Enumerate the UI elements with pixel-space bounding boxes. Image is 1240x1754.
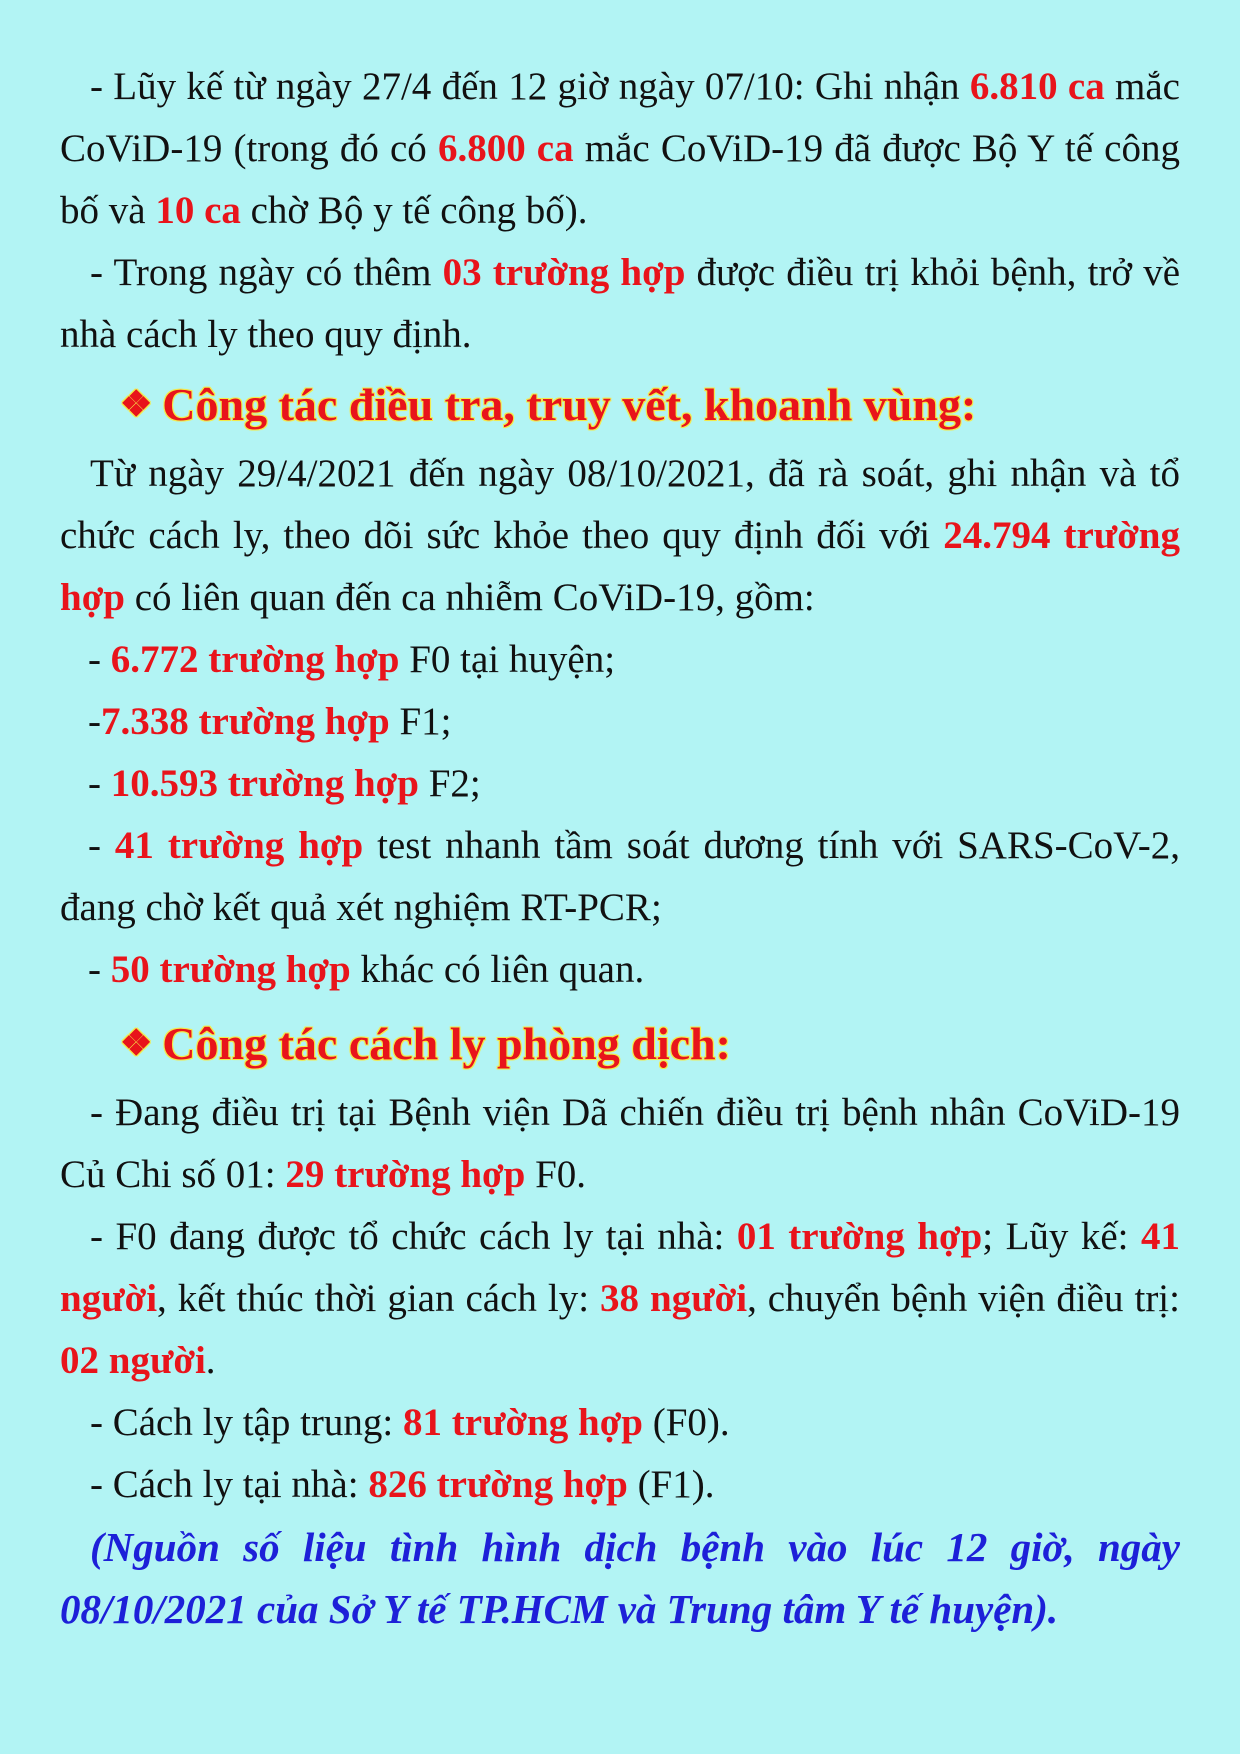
list-item-text: F1; [389,700,452,743]
text-segment: chờ Bộ y tế công bố). [240,189,588,232]
list-item-text: test nhanh tầm soát dương tính với SARS-CoV-2, đang chờ kết quả xét nghiệm RT-PCR; [60,824,1180,929]
highlight-field-hospital: 29 trường hợp [285,1153,526,1196]
centralized-isolation-paragraph [60,1392,1180,1454]
highlight-recovered: 03 trường hợp [442,251,686,294]
field-hospital-paragraph [60,1082,1180,1206]
list-item-count: 6.772 trường hợp [110,638,400,681]
text-segment: - Đang điều trị tại Bệnh viện Dã chiến điều trị bệnh nhân CoViD-19 Củ Chi số 01: [60,1091,1180,1196]
highlight-total-cases: 6.810 ca [969,65,1105,108]
list-item-text: khác có liên quan. [350,948,645,991]
highlight-completed-isolation: 38 người [600,1277,748,1320]
highlight-transferred-hospital: 02 người [60,1339,206,1382]
investigation-intro [60,443,1180,629]
list-dash: - [88,762,111,805]
list-item-other [60,939,1180,1001]
highlight-total-traced: 24.794 trường hợp [60,514,1180,619]
diamond-bullet-icon: ❖ [120,384,153,424]
highlight-home-f1: 826 trường hợp [368,1463,628,1506]
home-isolation-f0-paragraph [60,1206,1180,1392]
section-heading-text: Công tác điều tra, truy vết, khoanh vùng: [162,379,977,430]
list-item-f2 [60,753,1180,815]
list-item-count: 41 trường hợp [114,824,364,867]
text-segment: F0. [525,1153,587,1196]
list-item-f1 [60,691,1180,753]
section-heading-quarantine [60,1005,1180,1082]
list-dash: - [88,700,101,743]
highlight-announced-cases: 6.800 ca [437,127,574,170]
list-item-text: F0 tại huyện; [399,638,616,681]
text-segment: ; Lũy kế: [982,1215,1141,1258]
list-item-rapid-test [60,815,1180,939]
list-dash: - [88,948,111,991]
text-segment: được điều trị khỏi bệnh, trở về nhà cách ly theo quy định. [60,251,1181,356]
text-segment: - F0 đang được tổ chức cách ly tại nhà: [90,1215,737,1258]
text-segment: , kết thúc thời gian cách ly: [157,1277,601,1320]
text-segment: mắc CoViD-19 (trong đó có [60,65,1180,170]
list-dash: - [88,824,115,867]
text-segment: mắc CoViD-19 đã được Bộ Y tế công bố và [60,127,1180,232]
diamond-bullet-icon: ❖ [120,1023,153,1063]
section-heading-investigation [60,366,1180,443]
text-segment: (F1). [627,1463,715,1506]
home-isolation-f1-paragraph [60,1454,1180,1516]
highlight-home-f0: 01 trường hợp [736,1215,983,1258]
highlight-cumulative-people: 41 người [60,1215,1180,1320]
list-dash: - [88,638,111,681]
text-segment: - Trong ngày có thêm [90,251,443,294]
cumulative-cases-paragraph [60,56,1180,242]
section-heading-text: Công tác cách ly phòng dịch: [162,1018,731,1069]
highlight-centralized: 81 trường hợp [403,1401,643,1444]
recovered-paragraph [60,242,1180,366]
data-source-note: (Nguồn số liệu tình hình dịch bệnh vào lúc 12 giờ, ngày 08/10/2021 của Sở Y tế TP.HCM và Trung tâm Y tế huyện). [60,1524,1180,1632]
list-item-text: F2; [418,762,481,805]
text-segment: (F0). [642,1401,730,1444]
list-item-count: 10.593 trường hợp [110,762,419,805]
list-item-count: 7.338 trường hợp [101,700,390,743]
list-item-f0 [60,629,1180,691]
list-item-count: 50 trường hợp [110,948,351,991]
text-segment: , chuyển bệnh viện điều trị: [747,1277,1180,1320]
text-segment: có liên quan đến ca nhiễm CoViD-19, gồm: [124,576,815,619]
text-segment: Từ ngày 29/4/2021 đến ngày 08/10/2021, đã rà soát, ghi nhận và tổ chức cách ly, theo dõi sức khỏe theo quy định đối với [60,452,1180,557]
text-segment: - Cách ly tại nhà: [90,1463,369,1506]
text-segment: - Cách ly tập trung: [90,1401,404,1444]
highlight-pending-cases: 10 ca [155,189,241,232]
text-segment: - Lũy kế từ ngày 27/4 đến 12 giờ ngày 07/10: Ghi nhận [90,65,970,108]
text-segment: . [205,1339,216,1382]
